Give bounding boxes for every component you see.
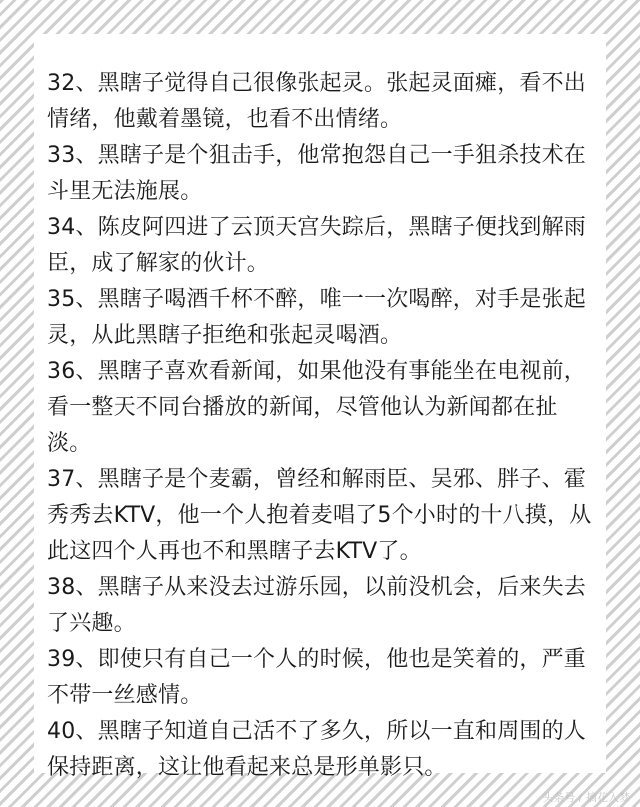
text-body bbox=[47, 66, 599, 786]
content-card bbox=[34, 34, 606, 780]
entry-36: 36、黑瞎子喜欢看新闻，如果他没有事能坐在电视前，看一整天不同台播放的新闻，尽管他认为新闻都在扯淡。 bbox=[47, 359, 586, 456]
entry-38: 38、黑瞎子从来没去过游乐园，以前没机会，后来失去了兴趣。 bbox=[47, 575, 586, 636]
entry-32: 32、黑瞎子觉得自己很像张起灵。张起灵面瘫，看不出情绪，他戴着墨镜，也看不出情绪。 bbox=[47, 71, 586, 132]
entry-33: 33、黑瞎子是个狙击手，他常抱怨自己一手狙杀技术在斗里无法施展。 bbox=[47, 143, 586, 204]
entry-40: 40、黑瞎子知道自己活不了多久，所以一直和周围的人保持距离，这让他看起来总是形单影只。 bbox=[47, 719, 586, 780]
entry-37: 37、黑瞎子是个麦霸，曾经和解雨臣、吴邪、胖子、霍秀秀去KTV，他一个人抱着麦唱了5个小时的十八摸，从此这四个人再也不和黑瞎子去KTV了。 bbox=[47, 467, 592, 564]
entry-39: 39、即使只有自己一个人的时候，他也是笑着的，严重不带一丝感情。 bbox=[47, 647, 586, 708]
entry-35: 35、黑瞎子喝酒千杯不醉，唯一一次喝醉，对手是张起灵，从此黑瞎子拒绝和张起灵喝酒。 bbox=[47, 287, 586, 348]
watermark: 头条号 / 摘花入梦 bbox=[542, 791, 630, 804]
entry-34: 34、陈皮阿四进了云顶天宫失踪后，黑瞎子便找到解雨臣，成了解家的伙计。 bbox=[47, 215, 586, 276]
